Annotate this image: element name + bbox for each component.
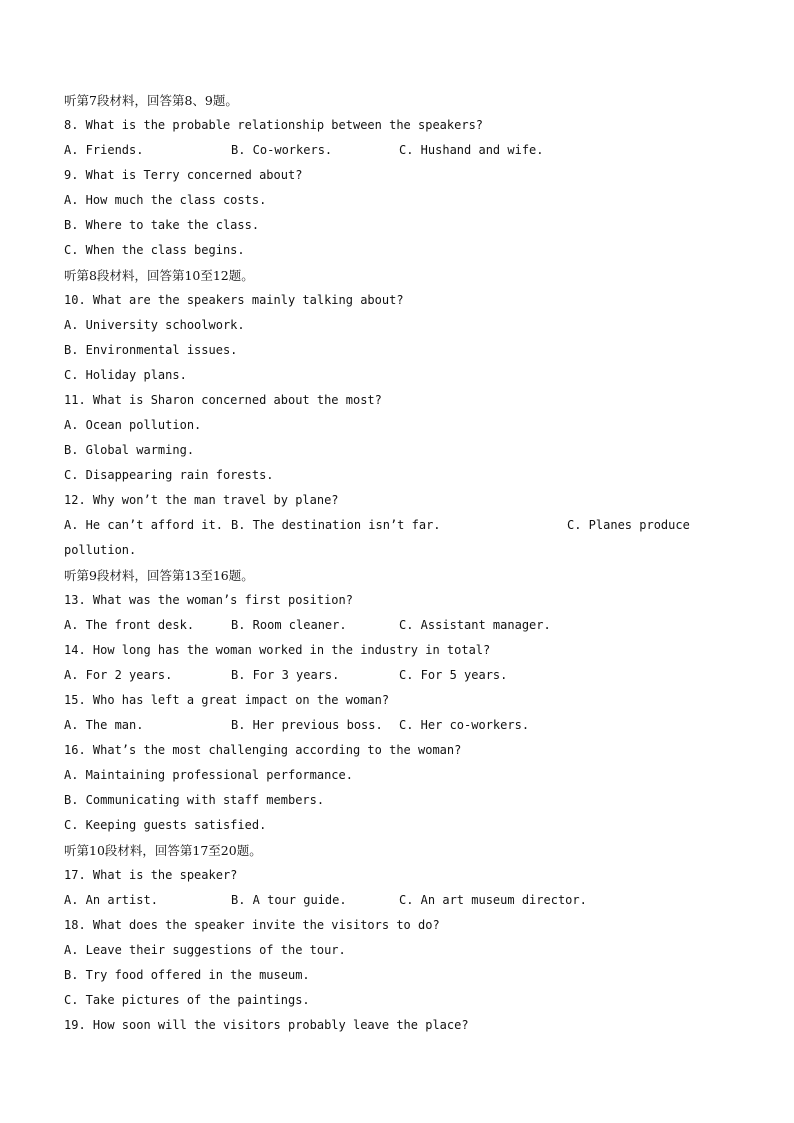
option-b: B. For 3 years.	[231, 668, 340, 682]
option-b: B. Where to take the class.	[64, 218, 260, 232]
option-a: A. The front desk.	[64, 618, 195, 632]
option-a: A. Ocean pollution.	[64, 418, 202, 432]
option-b: B. Co-workers.	[231, 143, 333, 157]
section-heading: 听第10段材料，回答第17至20题。	[64, 843, 262, 858]
question-16: 16. What’s the most challenging according to the woman?	[64, 743, 462, 757]
option-a: A. Leave their suggestions of the tour.	[64, 943, 346, 957]
options-row	[64, 713, 734, 738]
exam-page	[64, 88, 734, 1038]
question-17: 17. What is the speaker?	[64, 868, 238, 882]
option-c: C. Her co-workers.	[399, 718, 530, 732]
option-c: C. Disappearing rain forests.	[64, 468, 274, 482]
question-9: 9. What is Terry concerned about?	[64, 168, 303, 182]
option-c: C. For 5 years.	[399, 668, 508, 682]
section-heading: 听第8段材料，回答第10至12题。	[64, 268, 254, 283]
options-row	[64, 613, 734, 638]
options-row	[64, 138, 734, 163]
option-a: A. The man.	[64, 718, 144, 732]
option-c: C. When the class begins.	[64, 243, 245, 257]
question-8: 8. What is the probable relationship between the speakers?	[64, 118, 484, 132]
options-row	[64, 513, 734, 538]
option-b: B. Her previous boss.	[231, 718, 383, 732]
option-b: B. Global warming.	[64, 443, 195, 457]
option-b: B. Try food offered in the museum.	[64, 968, 310, 982]
question-14: 14. How long has the woman worked in the industry in total?	[64, 643, 491, 657]
option-b: B. Communicating with staff members.	[64, 793, 325, 807]
option-b: B. The destination isn’t far.	[231, 518, 441, 532]
option-a: A. For 2 years.	[64, 668, 173, 682]
option-c: C. Assistant manager.	[399, 618, 551, 632]
option-a: A. An artist.	[64, 893, 158, 907]
option-a: A. He can’t afford it.	[64, 518, 223, 532]
option-a: A. Friends.	[64, 143, 144, 157]
section-heading: 听第7段材料，回答第8、9题。	[64, 93, 238, 108]
question-11: 11. What is Sharon concerned about the most?	[64, 393, 382, 407]
option-a: A. University schoolwork.	[64, 318, 245, 332]
option-a: A. How much the class costs.	[64, 193, 267, 207]
question-18: 18. What does the speaker invite the visitors to do?	[64, 918, 440, 932]
options-row	[64, 888, 734, 913]
option-c: C. Hushand and wife.	[399, 143, 544, 157]
question-12: 12. Why won’t the man travel by plane?	[64, 493, 339, 507]
options-row	[64, 663, 734, 688]
option-b: B. A tour guide.	[231, 893, 347, 907]
question-15: 15. Who has left a great impact on the woman?	[64, 693, 390, 707]
option-c: C. Holiday plans.	[64, 368, 187, 382]
question-19: 19. How soon will the visitors probably leave the place?	[64, 1018, 469, 1032]
question-13: 13. What was the woman’s first position?	[64, 593, 353, 607]
section-heading: 听第9段材料，回答第13至16题。	[64, 568, 254, 583]
option-c: C. Planes produce	[567, 518, 690, 532]
option-c: C. Keeping guests satisfied.	[64, 818, 267, 832]
question-10: 10. What are the speakers mainly talking about?	[64, 293, 404, 307]
option-a: A. Maintaining professional performance.	[64, 768, 353, 782]
option-c: C. Take pictures of the paintings.	[64, 993, 310, 1007]
option-b: B. Environmental issues.	[64, 343, 238, 357]
option-c: C. An art museum director.	[399, 893, 587, 907]
option-c-continuation: pollution.	[64, 543, 137, 557]
option-b: B. Room cleaner.	[231, 618, 347, 632]
